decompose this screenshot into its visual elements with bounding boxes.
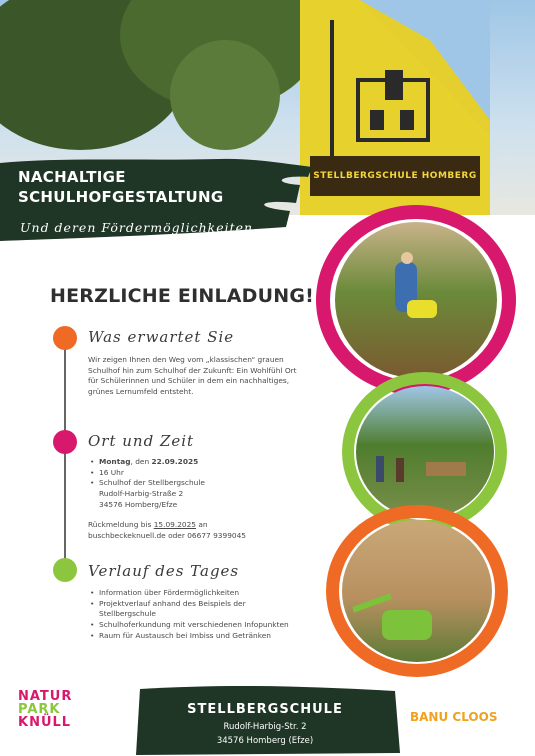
section-heading-place: Ort und Zeit [88,432,195,450]
list-item: • Montag, den 22.09.2025 [90,457,295,468]
title-line-1: NACHALTIGE [18,168,126,186]
title-line-2: SCHULHOFGESTALTUNG [18,188,224,206]
footer-school-name: STELLBERGSCHULE [187,702,343,717]
section-heading-schedule: Verlauf des Tages [88,562,240,580]
footer-street: Rudolf-Harbig-Str. 2 [223,722,307,732]
photo-garden-bed [335,222,497,378]
invitation-heading: HERZLICHE EINLADUNG! [50,285,315,307]
footer-city: 34576 Homberg (Efze) [216,736,314,746]
naturpark-knuell-logo: NATUR PARK KNÜLL [18,689,73,730]
reply-contact[interactable]: buschbeckeknuell.de oder 06677 9399045 [88,530,246,540]
list-item: • 16 Uhr [90,468,295,479]
section-heading-expect: Was erwartet Sie [88,328,235,346]
banu-cloos-logo: BANU CLOOS [410,710,498,724]
building-sign: STELLBERGSCHULE HOMBERG [310,156,480,196]
orange-dot-icon [53,326,77,350]
list-item: • Projektverlauf anhand des Beispiels der Stellbergschule [90,599,295,620]
photo-watering-can [342,520,492,662]
list-item: • Raum für Austausch bei Imbiss und Getränken [90,631,295,642]
lime-dot-icon [53,558,77,582]
timeline-line [64,335,66,575]
section-text-expect: Wir zeigen Ihnen den Weg vom „klassischen“ grauen Schulhof hin zum Schulhof der Zukunft: Ein Wohlfühl Ort für Schülerinnen und Schüler in dem ein nachhaltiges, grünes Lernumfeld entsteht. [88,355,297,397]
list-item: • Schulhoferkundung mit verschiedenen Infopunkten [90,620,295,631]
reply-note: Rückmeldung bis 15.09.2025 an buschbeckeknuell.de oder 06677 9399045 [88,520,246,540]
magenta-dot-icon [53,430,77,454]
list-item: • Information über Fördermöglichkeiten [90,588,295,599]
tree-foliage [170,40,280,150]
photo-schoolyard-tour [356,386,494,518]
place-time-list [90,457,295,511]
subtitle: Und deren Fördermöglichkeiten [20,220,254,235]
list-item: • Schulhof der Stellbergschule Rudolf-Harbig-Straße 2 34576 Homberg/Efze [90,478,295,510]
schedule-list [90,588,295,642]
